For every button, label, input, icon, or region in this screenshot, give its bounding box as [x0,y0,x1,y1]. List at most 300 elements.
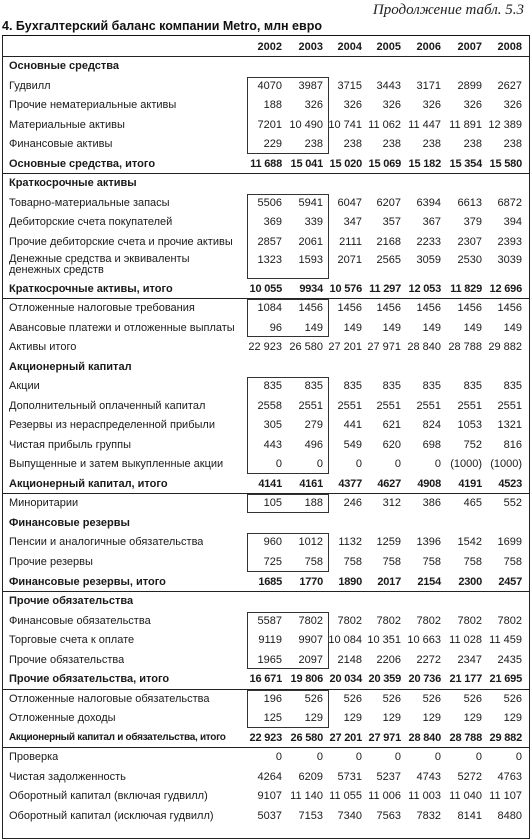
cell-2002: 22 923 [249,731,282,744]
cell-2008: 12 389 [488,118,522,131]
cell-2008: 7802 [497,614,522,627]
cell-2005: 758 [382,556,401,568]
cell-2003: 9907 [298,634,323,647]
cell-2008: 2457 [498,575,522,588]
cell-2002: 835 [263,380,282,393]
row-label: Дополнительный оплаченный капитал [9,399,206,412]
cell-2005: 0 [394,458,401,471]
cell-2008: 326 [503,99,522,112]
total-row [3,474,529,494]
cell-2002: 2558 [257,399,282,412]
cell-2008: 526 [503,692,522,705]
cell-2005: 20 359 [368,673,401,686]
cell-2008: 2435 [497,653,522,666]
cell-2006: 10 663 [407,634,441,647]
cell-2003: 129 [304,712,323,725]
cell-2003: 19 806 [290,673,323,686]
cell-2006: 0 [434,458,441,471]
cell-2008: 29 882 [488,341,522,354]
cell-2003: 10 490 [289,118,323,131]
cell-2003: 7802 [298,614,323,627]
cell-2006: 6394 [416,196,441,209]
cell-2003: 1012 [298,536,323,549]
cell-2007: 149 [463,321,482,334]
table-row [3,318,529,338]
cell-2002: 4141 [258,477,282,490]
cell-2006: 2154 [417,575,441,588]
cell-2004: 5731 [337,770,362,783]
cell-2007: 15 354 [449,157,482,170]
continuation-label: Продолжение табл. 5.3 [372,2,524,18]
cell-2007: 0 [475,751,482,764]
cell-2007: 2307 [457,235,482,248]
cell-2005: 129 [382,712,401,725]
row-label: Чистая задолженность [9,770,126,783]
row-label: Краткосрочные активы, итого [9,282,173,295]
row-label: Денежные средства и эквиваленты денежных средств [9,254,190,277]
cell-2007: 4191 [458,477,482,490]
total-row [3,669,529,689]
table-row [3,552,529,572]
cell-2002: 22 923 [248,341,282,354]
cell-2007: 6613 [457,196,482,209]
cell-2002: 5587 [257,614,282,627]
table-row [3,376,529,396]
cell-2007: 1053 [457,419,482,432]
cell-2006: 11 447 [408,118,441,131]
cell-2006: 835 [422,380,441,393]
cell-2004: 326 [343,99,362,112]
table-row [3,611,529,631]
row-label: Акционерный капитал и обязательства, итого [9,731,226,743]
cell-2002: 960 [263,536,282,549]
cell-2002: 10 055 [249,282,282,295]
cell-2004: 20 034 [329,673,362,686]
cell-2003: 6209 [298,770,323,783]
cell-2002: 725 [263,556,282,568]
cell-2002: 1323 [257,254,282,267]
row-label: Чистая прибыль группы [9,438,131,451]
cell-2002: 105 [263,497,282,510]
cell-2005: 2551 [376,399,401,412]
section-header-row [3,56,529,76]
cell-2007: 129 [463,712,482,725]
cell-2005: 238 [382,138,401,151]
row-label: Финансовые активы [9,138,113,151]
table-title: 4. Бухгалтерский баланс компании Metro, млн евро [2,19,322,33]
table-row [3,415,529,435]
cell-2007: 379 [463,216,482,229]
cell-2006: 2233 [416,235,441,248]
cell-2004: 15 020 [329,157,362,170]
cell-2002: 2857 [257,235,282,248]
cell-2005: 7802 [376,614,401,627]
cell-2006: 238 [422,138,441,151]
cell-2003: 3987 [298,79,323,92]
cell-2006: 2272 [416,653,441,666]
cell-2006: 28 840 [407,341,441,354]
cell-2006: 1456 [416,302,441,315]
cell-2008: 129 [503,712,522,725]
total-row [3,279,529,299]
cell-2003: 4161 [299,477,323,490]
row-label: Активы итого [9,341,77,354]
cell-2006: 698 [422,438,441,451]
cell-2002: 16 671 [249,673,282,686]
cell-2002: 305 [263,419,282,432]
cell-2007: 21 177 [449,673,482,686]
cell-2003: 2551 [298,399,323,412]
cell-2007: 752 [463,438,482,451]
cell-2004: 2071 [337,254,362,267]
table-row [3,232,529,252]
cell-2002: 11 688 [250,157,282,170]
cell-2006: 0 [434,751,441,764]
cell-2008: 238 [503,138,522,151]
table-row [3,708,529,728]
cell-2008: 3039 [497,254,522,267]
cell-2004: 7340 [337,809,362,822]
row-label: Основные средства [9,60,120,72]
row-label: Материальные активы [9,118,125,131]
cell-2003: 326 [304,99,323,112]
cell-2002: 1965 [257,653,282,666]
cell-2002: 96 [269,321,282,334]
cell-2007: 28 788 [449,731,482,744]
cell-2004: 10 084 [328,634,362,647]
cell-2005: 27 971 [367,341,401,354]
row-label: Акции [9,380,40,393]
column-header-2004: 2004 [337,41,362,53]
total-row [3,154,529,174]
cell-2008: 1321 [497,419,522,432]
cell-2006: 20 736 [408,673,441,686]
column-header-2006: 2006 [416,41,441,53]
cell-2003: 149 [304,321,323,334]
cell-2008: 816 [503,438,522,451]
cell-2008: 4523 [498,477,522,490]
cell-2005: 5237 [376,770,401,783]
cell-2004: 0 [355,458,362,471]
table-row [3,212,529,232]
cell-2005: 526 [382,692,401,705]
cell-2004: 2551 [337,399,362,412]
cell-2004: 549 [343,438,362,451]
cell-2006: 2551 [416,399,441,412]
cell-2006: 3059 [416,254,441,267]
row-label: Выпущенные и затем выкупленные акции [9,458,224,471]
cell-2004: 1132 [338,536,362,549]
cell-2008: 8480 [497,809,522,822]
table-row [3,76,529,96]
cell-2007: 326 [463,99,482,112]
cell-2007: 2551 [457,399,482,412]
cell-2003: 2097 [298,653,323,666]
cell-2006: 3171 [416,79,441,92]
cell-2008: 2393 [497,235,522,248]
cell-2003: 1770 [299,575,323,588]
row-label: Пенсии и аналогичные обязательства [9,536,204,549]
table-row [3,337,529,357]
cell-2003: 7153 [298,809,323,822]
cell-2005: 357 [382,216,401,229]
cell-2003: 758 [304,556,323,568]
cell-2002: 0 [275,751,282,764]
cell-2006: 15 182 [408,157,441,170]
cell-2006: 28 840 [408,731,441,744]
table-row [3,747,529,767]
cell-2008: 2627 [497,79,522,92]
cell-2007: 2899 [457,79,482,92]
table-row [3,493,529,513]
cell-2002: 1685 [258,575,282,588]
cell-2002: 125 [263,712,282,725]
cell-2008: 6872 [497,196,522,209]
cell-2003: 526 [304,692,323,705]
cell-2007: 8141 [457,809,482,822]
cell-2008: 12 696 [489,282,522,295]
cell-2003: 835 [304,380,323,393]
cell-2008: 1699 [497,536,522,549]
cell-2007: 1542 [457,536,482,549]
row-label: Отложенные налоговые требования [9,302,195,315]
cell-2006: 4743 [416,770,441,783]
row-label: Дебиторские счета покупателей [9,216,173,229]
row-label: Основные средства, итого [9,157,156,170]
cell-2003: 0 [316,458,323,471]
cell-2005: 11 062 [368,118,401,131]
cell-2003: 11 140 [290,790,323,803]
cell-2005: 0 [394,751,401,764]
cell-2006: 129 [422,712,441,725]
row-label: Товарно-материальные запасы [9,196,170,209]
table-row [3,806,529,826]
cell-2005: 2017 [377,575,401,588]
cell-2007: 7802 [457,614,482,627]
row-label: Акционерный капитал, итого [9,477,168,490]
cell-2005: 1259 [376,536,401,549]
cell-2007: 2530 [457,254,482,267]
cell-2005: 1456 [376,302,401,315]
table-row [3,115,529,135]
cell-2005: 11 006 [368,790,401,803]
table-row [3,298,529,318]
cell-2005: 835 [382,380,401,393]
cell-2006: 1396 [416,536,441,549]
cell-2002: 0 [275,458,282,471]
cell-2002: 4070 [257,79,282,92]
cell-2007: 5272 [457,770,482,783]
cell-2003: 15 041 [290,157,323,170]
table-row [3,630,529,650]
row-label: Отложенные налоговые обязательства [9,692,210,705]
cell-2004: 1890 [338,575,362,588]
cell-2005: 621 [382,419,401,432]
cell-2004: 10 576 [329,282,362,295]
table-row [3,134,529,154]
cell-2004: 2148 [337,653,362,666]
cell-2004: 1456 [337,302,362,315]
cell-2007: 238 [463,138,482,151]
cell-2004: 10 741 [328,118,362,131]
cell-2004: 27 201 [328,341,362,354]
row-label: Прочие обязательства [9,595,134,608]
row-label: Прочие обязательства [9,653,125,666]
cell-2004: 0 [355,751,362,764]
cell-2004: 347 [343,216,362,229]
table-row [3,689,529,709]
cell-2004: 149 [343,321,362,334]
cell-2007: 1456 [457,302,482,315]
table-row [3,396,529,416]
table-row [3,786,529,806]
cell-2003: 188 [304,497,323,510]
cell-2005: 4627 [377,477,401,490]
cell-2004: 6047 [337,196,362,209]
column-header-2008: 2008 [497,41,522,53]
row-label: Финансовые резервы, итого [9,575,166,588]
cell-2006: 4908 [417,477,441,490]
cell-2006: 11 003 [408,790,441,803]
cell-2004: 27 201 [329,731,362,744]
cell-2006: 758 [422,556,441,568]
cell-2002: 1084 [257,302,282,315]
column-header-2007: 2007 [457,41,482,53]
cell-2008: 4763 [497,770,522,783]
table-row [3,193,529,213]
balance-sheet-table [2,35,530,839]
cell-2008: 552 [503,497,522,510]
cell-2005: 6207 [376,196,401,209]
row-label: Прочие резервы [9,556,93,568]
cell-2002: 188 [263,99,282,112]
cell-2007: 11 829 [450,282,482,295]
cell-2002: 7201 [257,118,282,131]
cell-2002: 5506 [257,196,282,209]
cell-2005: 7563 [376,809,401,822]
cell-2005: 149 [382,321,401,334]
cell-2003: 5941 [298,196,323,209]
cell-2006: 326 [422,99,441,112]
row-label: Краткосрочные активы [9,177,137,190]
cell-2003: 279 [304,419,323,432]
cell-2007: 11 028 [449,634,482,647]
table-row [3,435,529,455]
cell-2006: 367 [422,216,441,229]
cell-2008: 149 [503,321,522,334]
cell-2004: 758 [343,556,362,568]
cell-2002: 229 [263,138,282,151]
cell-2006: 526 [422,692,441,705]
table-row [3,650,529,670]
cell-2005: 15 069 [368,157,401,170]
cell-2007: 2347 [457,653,482,666]
cell-2005: 2206 [376,653,401,666]
column-header-2005: 2005 [376,41,401,53]
cell-2007: 2300 [458,575,482,588]
section-header-row [3,173,529,193]
total-row [3,728,529,748]
cell-2006: 386 [422,497,441,510]
cell-2008: 394 [503,216,522,229]
cell-2002: 369 [263,216,282,229]
cell-2005: 2565 [376,254,401,267]
cell-2005: 27 971 [368,731,401,744]
cell-2008: 835 [503,380,522,393]
cell-2004: 7802 [337,614,362,627]
cell-2004: 3715 [337,79,362,92]
section-header-row [3,591,529,611]
column-header-2002: 2002 [257,41,282,53]
table-row [3,454,529,474]
cell-2005: 620 [382,438,401,451]
cell-2005: 312 [382,497,401,510]
row-label: Резервы из нераспределенной прибыли [9,419,215,432]
cell-2003: 9934 [299,282,323,295]
cell-2008: 2551 [497,399,522,412]
cell-2008: 11 107 [489,790,522,803]
cell-2005: 10 351 [367,634,401,647]
cell-2007: 835 [463,380,482,393]
cell-2007: 526 [463,692,482,705]
cell-2007: 28 788 [448,341,482,354]
cell-2006: 12 053 [408,282,441,295]
row-label: Авансовые платежи и отложенные выплаты [9,321,235,334]
cell-2004: 129 [343,712,362,725]
row-label: Прочие обязательства, итого [9,673,170,686]
cell-2005: 11 297 [369,282,401,295]
cell-2005: 3443 [376,79,401,92]
cell-2004: 835 [343,380,362,393]
cell-2004: 11 055 [329,790,362,803]
table-row [3,95,529,115]
cell-2002: 4264 [257,770,282,783]
row-label: Миноритарии [9,497,79,510]
cell-2003: 238 [304,138,323,151]
cell-2006: 7802 [416,614,441,627]
table-row [3,532,529,552]
cell-2004: 246 [343,497,362,510]
cell-2003: 26 580 [290,731,323,744]
cell-2002: 196 [263,692,282,705]
row-label: Финансовые резервы [9,516,130,529]
cell-2003: 26 580 [289,341,323,354]
cell-2008: 15 580 [489,157,522,170]
cell-2007: 11 891 [449,118,482,131]
cell-2004: 238 [343,138,362,151]
row-label: Оборотный капитал (включая гудвилл) [9,790,208,803]
cell-2005: 2168 [376,235,401,248]
cell-2005: 326 [382,99,401,112]
cell-2007: (1000) [450,458,482,471]
cell-2008: (1000) [490,458,522,471]
total-row [3,572,529,592]
section-header-row [3,513,529,533]
cell-2002: 9107 [257,790,282,803]
cell-2004: 2111 [339,235,362,248]
cell-2003: 2061 [298,235,323,248]
column-header-2003: 2003 [298,41,323,53]
cell-2006: 824 [422,419,441,432]
cell-2006: 7832 [416,809,441,822]
cell-2004: 441 [343,419,362,432]
cell-2006: 149 [422,321,441,334]
section-header-row [3,357,529,377]
cell-2008: 29 882 [489,731,522,744]
cell-2007: 758 [463,556,482,568]
table-row [3,767,529,787]
cell-2004: 526 [343,692,362,705]
